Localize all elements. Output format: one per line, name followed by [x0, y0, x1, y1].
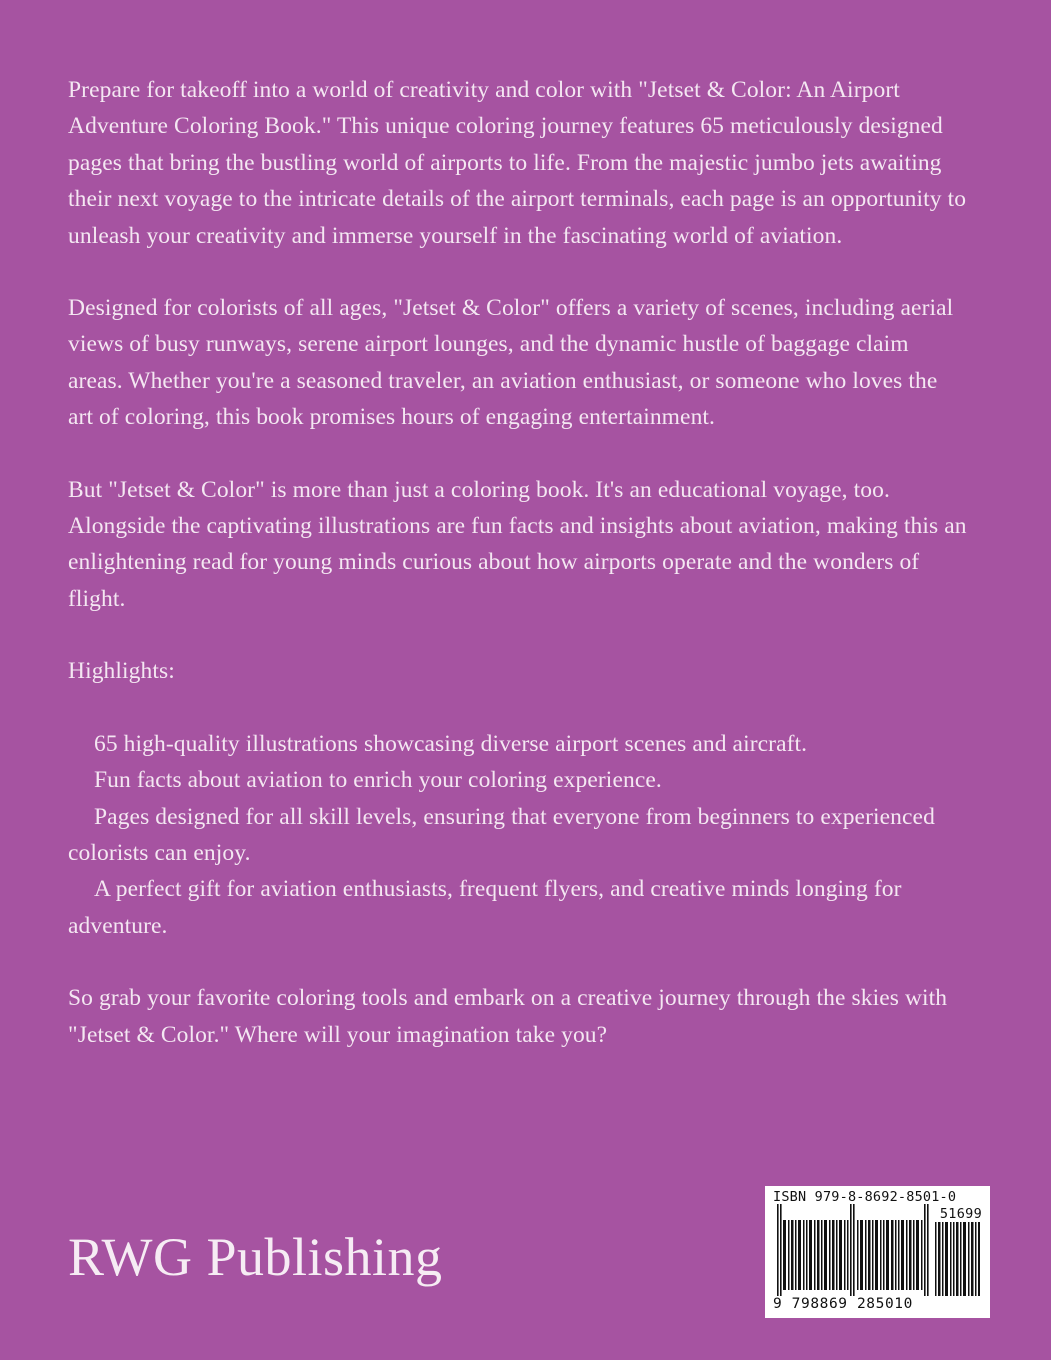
price-addon: 51699	[939, 1206, 982, 1222]
isbn-barcode	[765, 1186, 990, 1318]
highlight-item: A perfect gift for aviation enthusiasts, frequent flyers, and creative minds longing for adventure.	[68, 876, 902, 939]
highlight-item: Pages designed for all skill levels, ensuring that everyone from beginners to experienced colorists can enjoy.	[68, 803, 935, 866]
paragraph-educational: But "Jetset & Color" is more than just a coloring book. It's an educational voyage, too. Alongside the captivating illustrations are fun facts and insights about aviation, making this an enlightening read for young minds curious about how airports operate and the wonders of flight.	[68, 476, 967, 612]
ean-digits: 9 798869 285010	[773, 1296, 913, 1312]
highlights-list	[68, 726, 968, 944]
paragraph-audience: Designed for colorists of all ages, "Jetset & Color" offers a variety of scenes, including aerial views of busy runways, serene airport lounges, and the dynamic hustle of baggage claim areas. Whether you're a seasoned traveler, an aviation enthusiast, or someone who loves the art of coloring, this book promises hours of engaging entertainment.	[68, 295, 954, 431]
paragraph-intro: Prepare for takeoff into a world of creativity and color with "Jetset & Color: An Airport Adventure Coloring Book." This unique coloring journey features 65 meticulously designed pages that bring the bustling world of airports to life. From the majestic jumbo jets awaiting their next voyage to the intricate details of the airport terminals, each page is an opportunity to unleash your creativity and immerse yourself in the fascinating world of aviation.	[68, 77, 967, 249]
highlights-heading: Highlights:	[68, 658, 175, 685]
isbn-label: ISBN 979-8-8692-8501-0	[773, 1189, 957, 1205]
paragraph-closing: So grab your favorite coloring tools and embark on a creative journey through the skies with "Jetset & Color." Where will your imagination take you?	[68, 985, 948, 1048]
highlight-item: 65 high-quality illustrations showcasing diverse airport scenes and aircraft.	[94, 730, 808, 757]
description-text	[68, 72, 968, 1089]
publisher-name: RWG Publishing	[68, 1227, 443, 1287]
highlight-item: Fun facts about aviation to enrich your coloring experience.	[94, 767, 662, 794]
